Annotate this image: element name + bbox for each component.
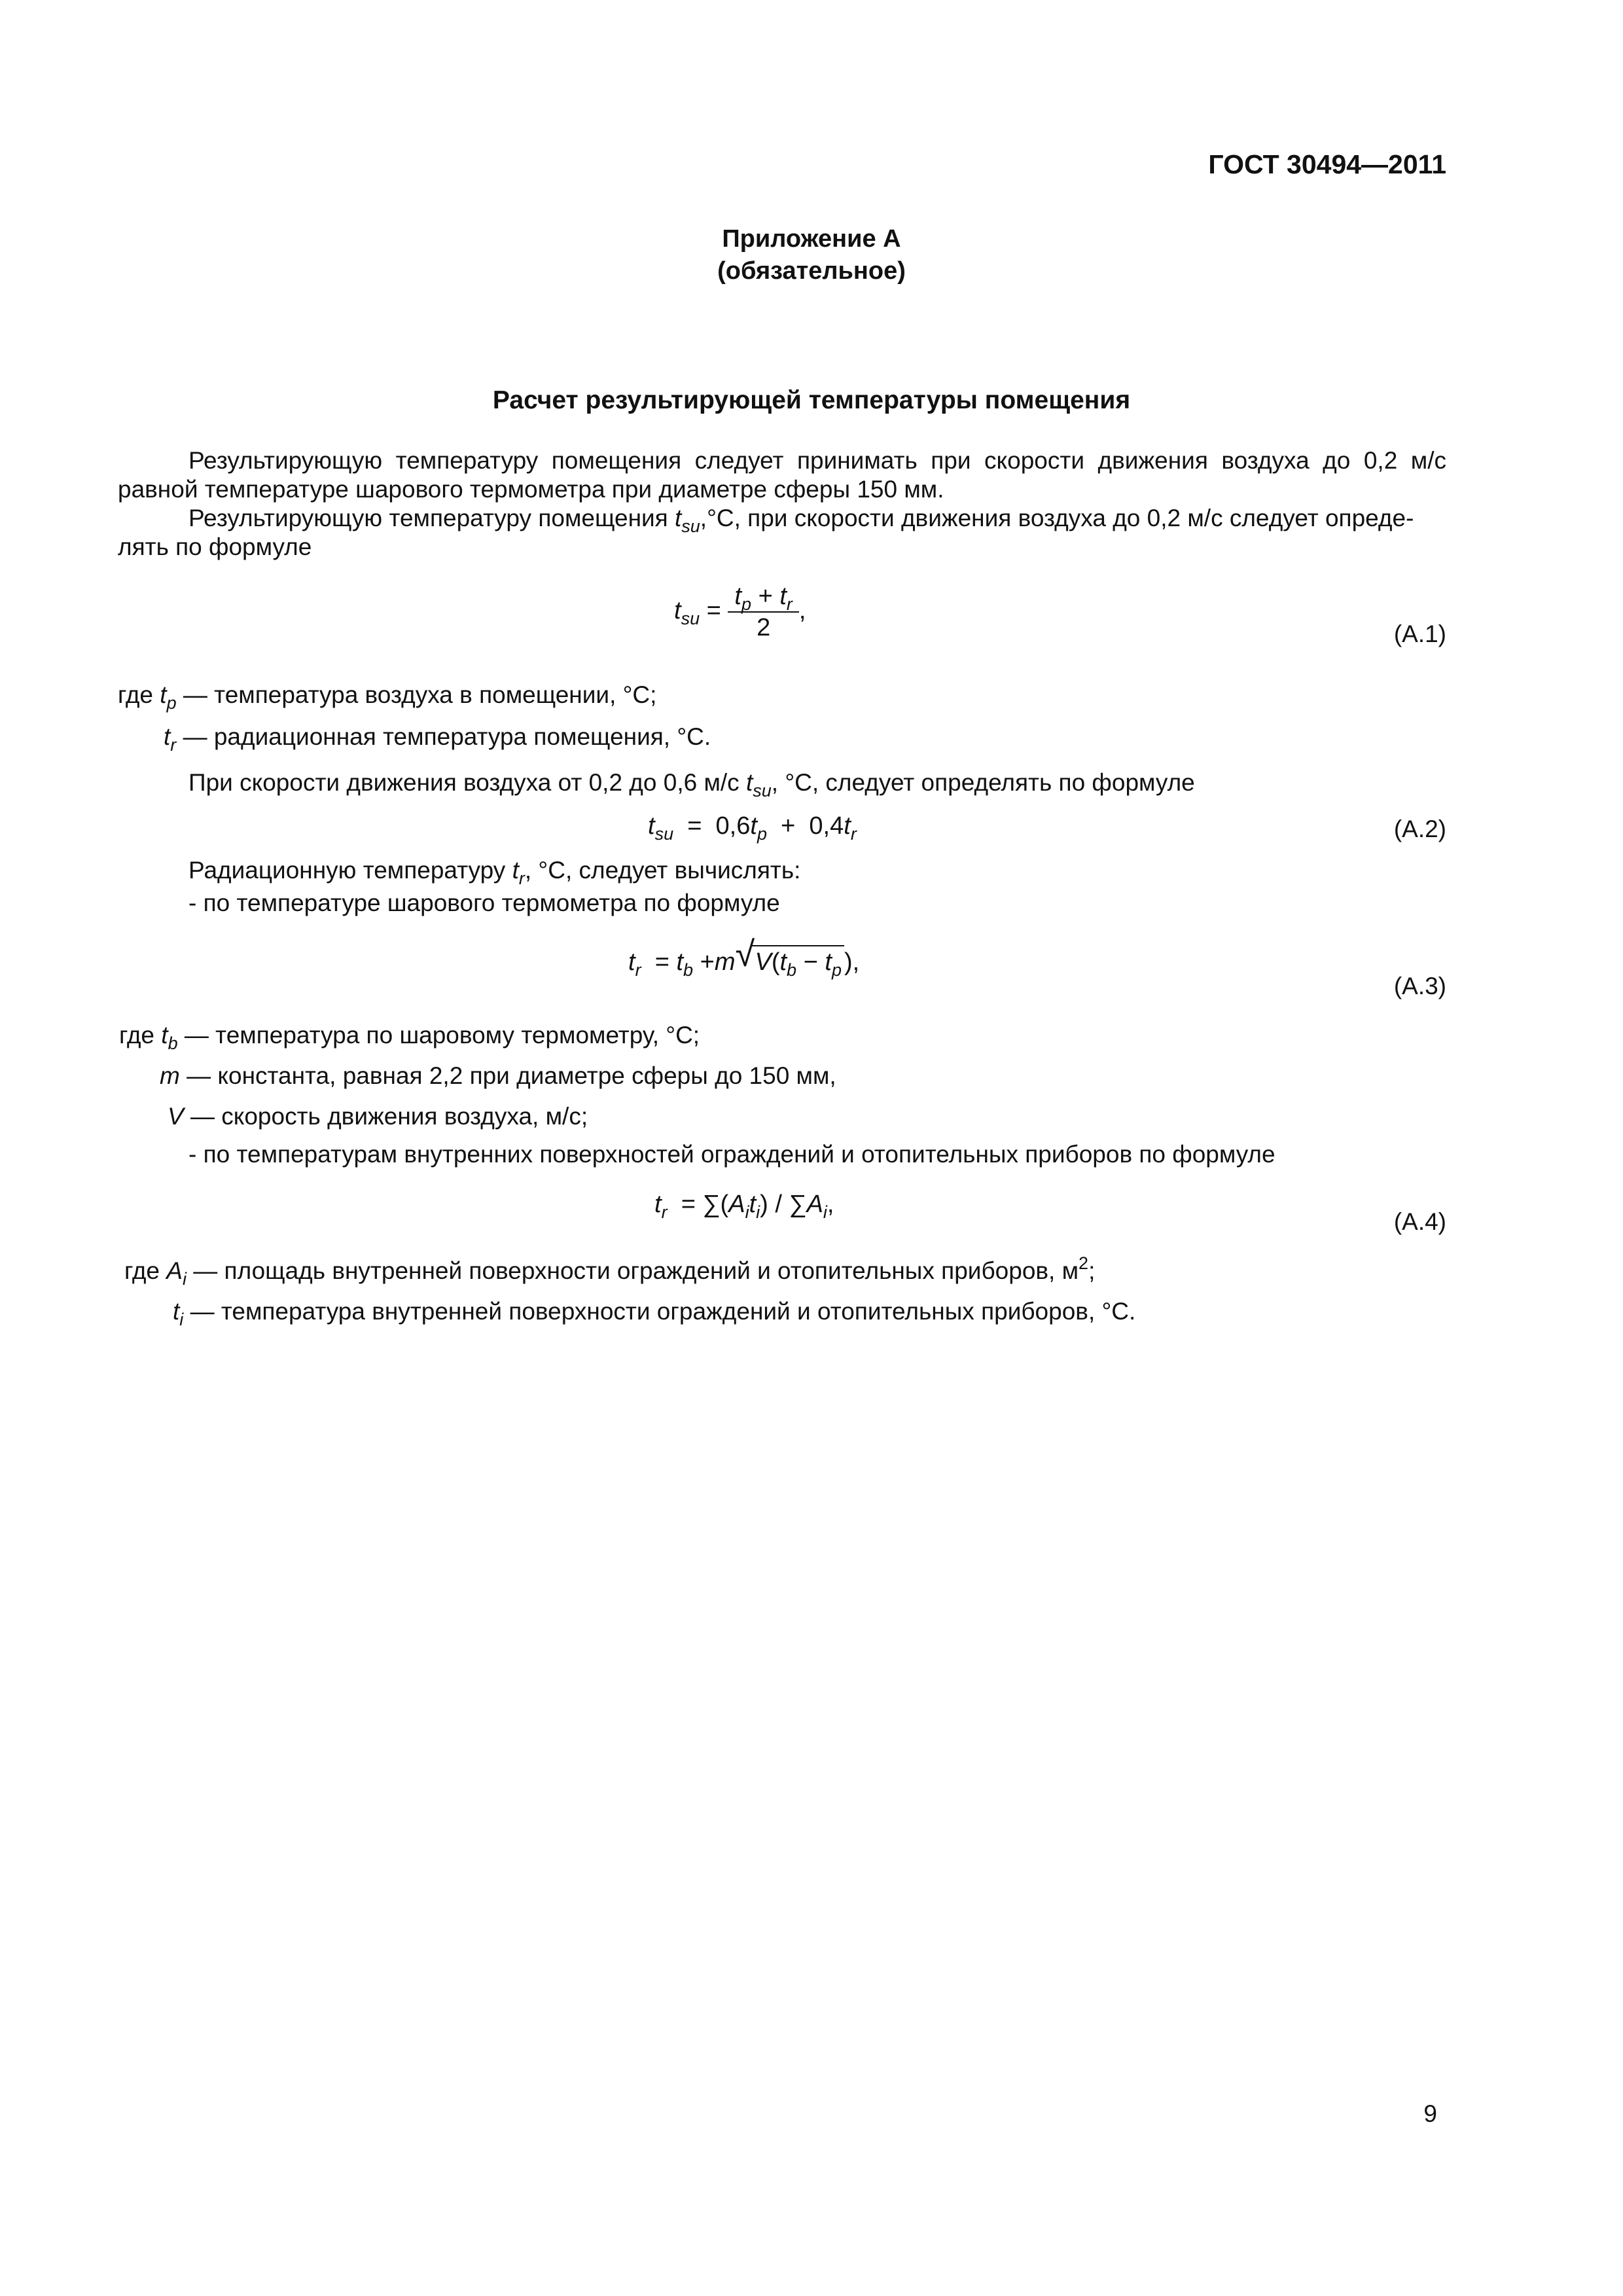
- symbol-tsu: $t_{su}$: [674, 505, 700, 536]
- formula-a4-number: (А.4): [1393, 1208, 1446, 1235]
- formula-a2: $t_{su} = 0,6t_p + 0,4t_r$: [648, 812, 857, 844]
- formula-a3-number: (А.3): [1393, 973, 1446, 999]
- formula-a1-fraction: $\frac{t_p + t_r}{2}$: [728, 581, 798, 643]
- formula-a1-lhs: $t_{su}$: [674, 597, 700, 629]
- formula-a2-number: (А.2): [1393, 816, 1446, 842]
- page-number: 9: [1423, 2100, 1437, 2127]
- def-Ai: где $A_i$ — площадь внутренней поверхности ограждений и отопительных приборов, $м^2$;: [124, 1253, 1096, 1289]
- def-ti: $t_i$ — температура внутренней поверхности ограждений и отопительных приборов, °С.: [173, 1298, 1136, 1329]
- paragraph-surfaces-method: - по температурам внутренних поверхностей ограждений и отопительных приборов по формуле: [188, 1141, 1275, 1168]
- paragraph-formula-intro-line2: лять по формуле: [118, 533, 312, 560]
- paragraph-a2-intro: При скорости движения воздуха от 0,2 до 0,6 м/с $t_{su}$, °С, следует определять по формуле: [188, 769, 1195, 800]
- def-V: V — скорость движения воздуха, м/с;: [168, 1103, 588, 1130]
- def-tb: где $t_b$ — температура по шаровому термометру, °С;: [119, 1022, 700, 1053]
- paragraph-formula-intro: Результирующую температуру помещения $t_{su},^\circ С$, при скорости движения воздуха до 0,2 м/с следует опреде-: [188, 505, 1414, 536]
- paragraph-intro: [118, 446, 1446, 504]
- formula-a4: $t_r = \sum(A_it_i) / \sum A_i$,: [654, 1191, 834, 1222]
- appendix-title: Приложение А: [722, 225, 901, 253]
- document-number: ГОСТ 30494—2011: [1208, 149, 1446, 179]
- paragraph-globe-method: - по температуре шарового термометра по формуле: [188, 889, 780, 916]
- section-title: Расчет результирующей температуры помещения: [492, 386, 1131, 414]
- def-tr: $t_r$ — радиационная температура помещения, °С.: [164, 723, 711, 755]
- def-tp: где $t_p$ — температура воздуха в помещении, °С;: [118, 681, 657, 713]
- formula-a1: $t_{su}$ = $\frac{t_p + t_r}{2}$ ,: [674, 583, 806, 641]
- def-m: m — константа, равная 2,2 при диаметре сферы до 150 мм,: [160, 1062, 836, 1089]
- appendix-status: (обязательное): [717, 257, 906, 285]
- formula-a3: $t_r = t_b +m$ √ $V(t_b - t_p$ ),: [628, 935, 860, 980]
- paragraph-intro-text: Результирующую температуру помещения следует принимать при скорости движения воздуха до 0,2 м/с равной температуре шарового термометра при диаметре сферы 150 мм.: [118, 447, 1446, 503]
- formula-a3-radical: √ $V(t_b - t_p$: [735, 945, 844, 977]
- paragraph-radiation-intro: Радиационную температуру $t_r$, °С, следует вычислять:: [188, 857, 801, 888]
- formula-a1-number: (А.1): [1393, 620, 1446, 647]
